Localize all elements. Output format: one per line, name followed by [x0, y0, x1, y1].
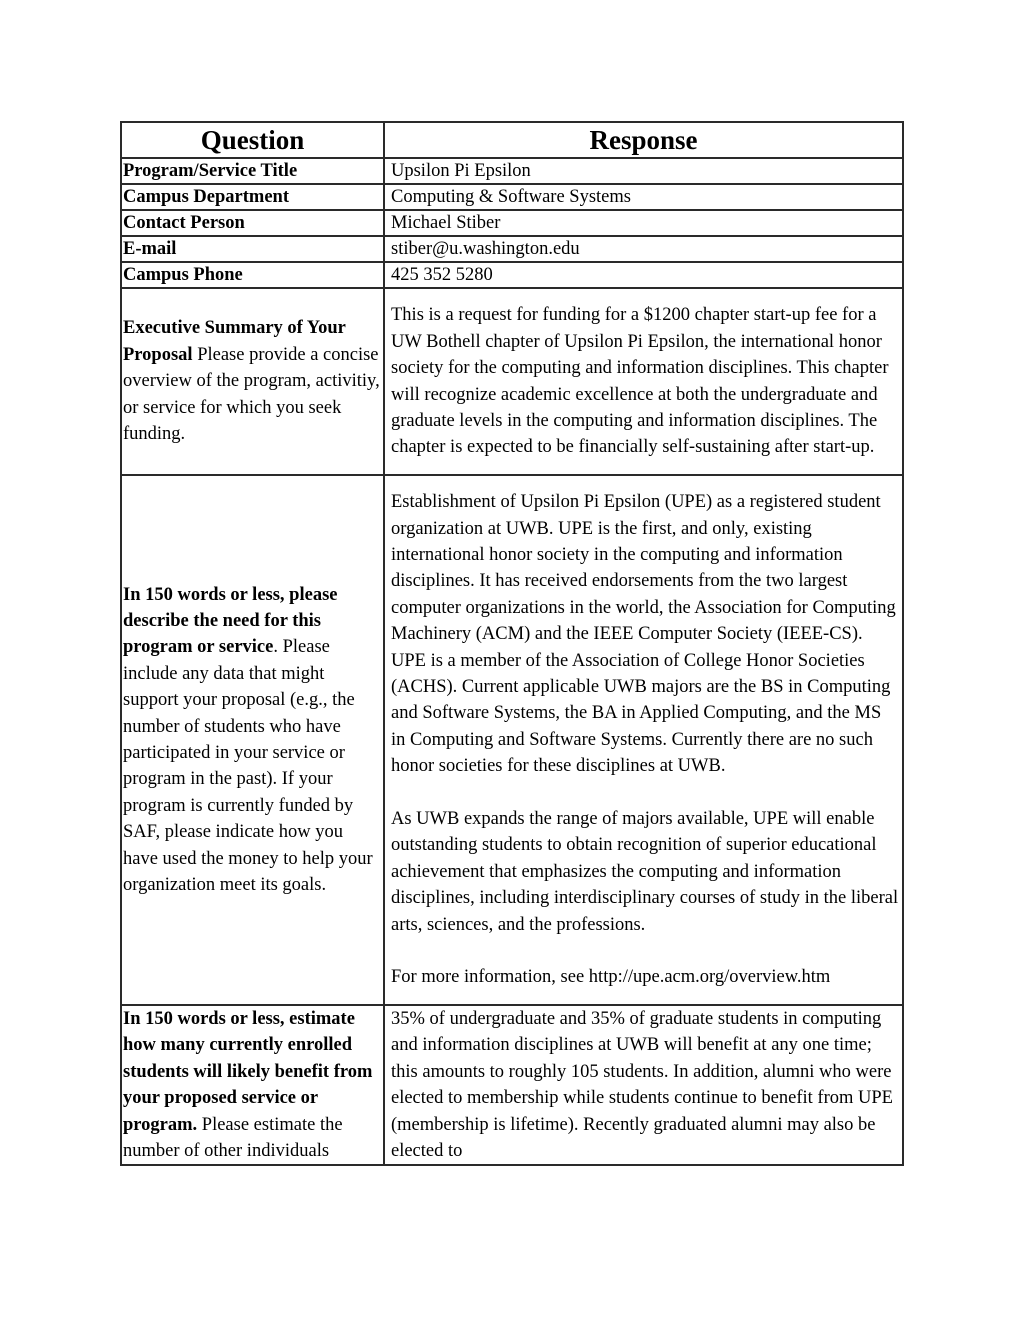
table-row-need-description: [121, 475, 903, 1005]
table-row-executive-summary: [121, 288, 903, 475]
table-row-student-benefit: [121, 1005, 903, 1165]
response-cell: Upsilon Pi Epsilon: [384, 158, 903, 184]
response-cell: Michael Stiber: [384, 210, 903, 236]
header-question: Question: [121, 122, 384, 158]
question-label: E-mail: [123, 239, 177, 259]
question-response-table: [120, 121, 904, 1166]
question-cell: [121, 184, 384, 210]
response-paragraph: Establishment of Upsilon Pi Epsilon (UPE) as a registered student organization at UWB. UPE is the first, and only, existing international honor society in the computing and information disciplines. It has received endorsements from the two largest computer organizations in the world, the Association for Computing Machinery (ACM) and the IEEE Computer Society (IEEE-CS). UPE is a member of the Association of College Honor Societies (ACHS). Current applicable UWB majors are the BS in Computing and Software Systems, the BA in Applied Computing, and the MS in Computing and Software Systems. Currently there are no such honor societies for these disciplines at UWB.: [391, 492, 896, 777]
question-label: Campus Phone: [123, 265, 243, 285]
question-instructions: Please provide a concise overview of the program, activitiy, or service for which you seek funding.: [123, 344, 380, 445]
question-instructions: Please estimate the number of other individuals: [123, 1114, 343, 1162]
question-label: In 150 words or less, estimate how many currently enrolled students will likely benefit from your proposed service or program.: [123, 1009, 373, 1135]
question-label: In 150 words or less, please describe the need for this program or service: [123, 584, 338, 658]
response-cell: [384, 475, 903, 1005]
question-cell: [121, 262, 384, 288]
question-instructions: . Please include any data that might support your proposal (e.g., the number of students who have participated in your service or program in the past). If your program is currently funded by SAF, please indicate how you have used the money to help your organization meet its goals.: [123, 637, 373, 896]
question-cell: [121, 288, 384, 475]
question-label: Executive Summary of Your Proposal: [123, 318, 346, 365]
response-paragraph: As UWB expands the range of majors available, UPE will enable outstanding students to obtain recognition of superior educational achievement that emphasizes the computing and information disciplines, including interdisciplinary courses of study in the liberal arts, sciences, and the professions.: [391, 809, 899, 935]
question-cell: [121, 475, 384, 1005]
table-header-row: [121, 122, 903, 158]
header-response: Response: [384, 122, 903, 158]
question-cell: [121, 236, 384, 262]
response-paragraph-link: For more information, see http://upe.acm.org/overview.htm: [391, 967, 831, 988]
question-label: Campus Department: [123, 187, 289, 207]
table-row-program-title: [121, 158, 903, 184]
response-cell: 35% of undergraduate and 35% of graduate students in computing and information disciplines at UWB will benefit at any one time; this amounts to roughly 105 students. In addition, alumni who were elected to membership while students continue to benefit from UPE (membership is lifetime). Recently graduated alumni may also be elected to: [384, 1005, 903, 1165]
question-cell: [121, 210, 384, 236]
question-label: Contact Person: [123, 213, 245, 233]
question-cell: [121, 158, 384, 184]
response-cell: Computing & Software Systems: [384, 184, 903, 210]
table-row-contact-person: [121, 210, 903, 236]
paragraph-gap: [391, 938, 900, 964]
paragraph-gap: [391, 780, 900, 806]
question-label: Program/Service Title: [123, 161, 298, 181]
table-row-campus-department: [121, 184, 903, 210]
table-row-email: [121, 236, 903, 262]
response-cell: 425 352 5280: [384, 262, 903, 288]
response-cell: stiber@u.washington.edu: [384, 236, 903, 262]
question-cell: [121, 1005, 384, 1165]
table-row-campus-phone: [121, 262, 903, 288]
response-cell: This is a request for funding for a $1200 chapter start-up fee for a UW Bothell chapter of Upsilon Pi Epsilon, the international honor society for the computing and information disciplines. This chapter will recognize academic excellence at both the undergraduate and graduate levels in the computing and information disciplines. The chapter is expected to be financially self-sustaining after start-up.: [384, 288, 903, 475]
